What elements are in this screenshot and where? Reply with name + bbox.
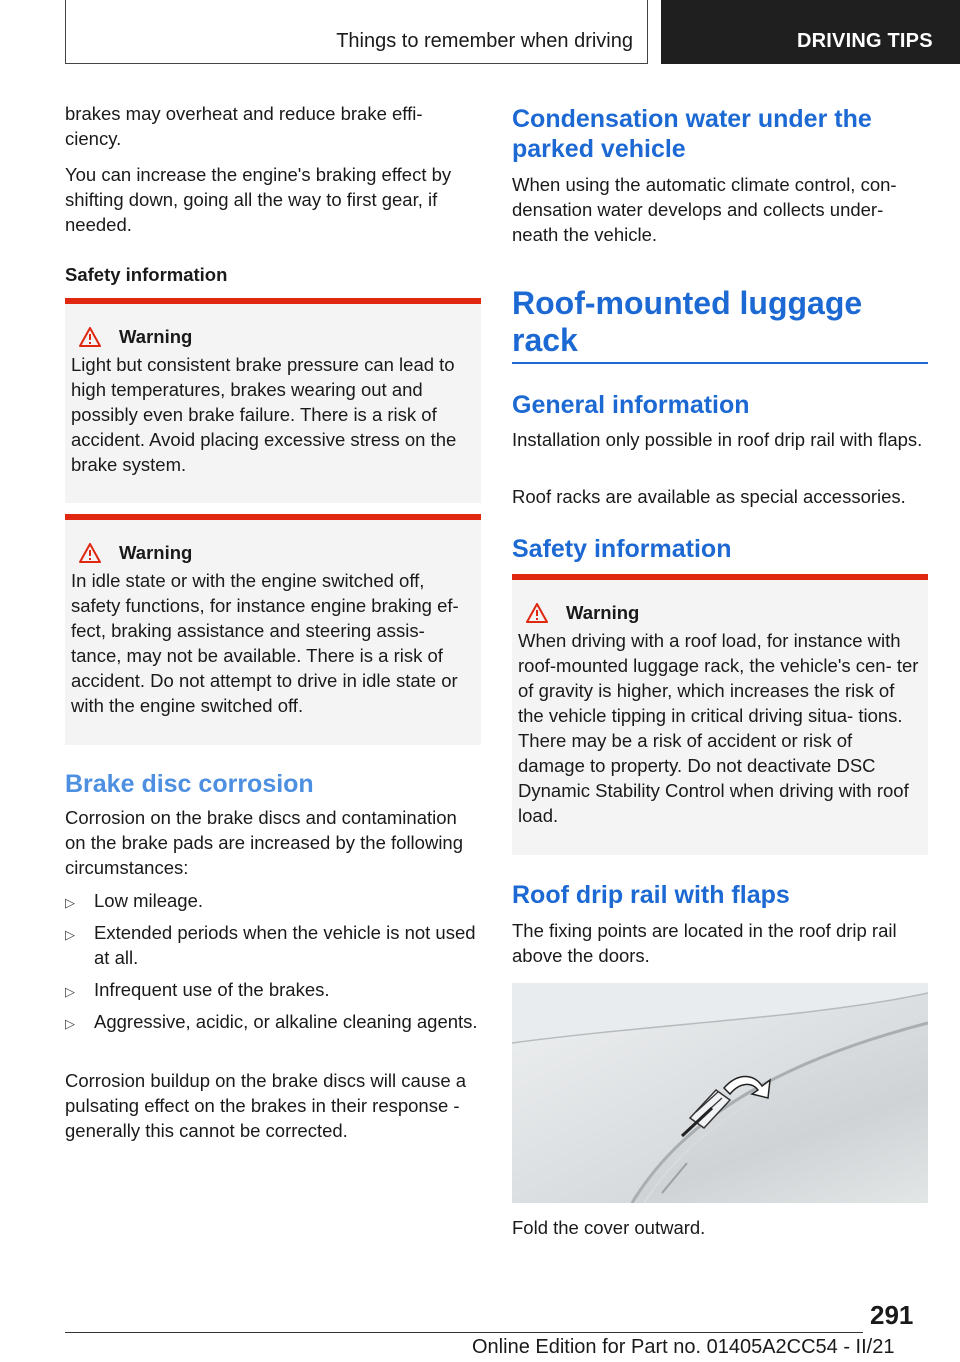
list-item: ▷ Infrequent use of the brakes.: [65, 977, 481, 1002]
list-item: ▷ Aggressive, acidic, or alkaline cleaning agents.: [65, 1009, 481, 1034]
warning-triangle-icon: [526, 603, 548, 623]
warning-title: Warning: [119, 326, 193, 347]
paragraph-condensation: When using the automatic climate control, con‐ densation water develops and collects under‐ neath the vehicle.: [512, 174, 897, 245]
roof-drip-rail-heading: Roof drip rail with flaps: [512, 881, 790, 909]
warning-text: When driving with a roof load, for instance with roof-mounted luggage rack, the vehicle's cen‐ ter of gravity is higher, which increases the risk of the vehicle tipping in critical driving situa‐ tions. There may be a risk of accident or risk of damage to property. Do not deactivate DSC Dynamic Stability Control when driving with roof load.: [518, 630, 919, 826]
photo-caption: Fold the cover outward.: [512, 1217, 706, 1238]
paragraph-engine-braking: You can increase the engine's braking effect by shifting down, going all the way to first gear, if needed.: [65, 164, 452, 235]
page-number: 291: [870, 1300, 914, 1330]
condensation-heading: Condensation water under the parked vehicle: [512, 105, 872, 163]
header-chapter-tab: [661, 0, 960, 64]
list-item: ▷ Extended periods when the vehicle is not used at all.: [65, 922, 476, 968]
paragraph-corrosion-outro: Corrosion buildup on the brake discs will cause a pulsating effect on the brakes in their response - generally this cannot be corrected.: [65, 1070, 467, 1141]
triangle-bullet-icon: ▷: [65, 895, 75, 910]
safety-information-subheading: Safety information: [65, 264, 228, 285]
warning-box-roof-load: [512, 574, 928, 855]
warning-box-brake-pressure: [65, 298, 481, 503]
paragraph-roof-racks: Roof racks are available as special accessories.: [512, 486, 906, 507]
warning-box-idle-state: [65, 514, 481, 745]
warning-title: Warning: [566, 602, 640, 623]
footer-rule: [65, 1332, 863, 1333]
circumstances-list: [65, 888, 481, 1034]
list-item: ▷ Low mileage.: [65, 888, 481, 913]
warning-title: Warning: [119, 542, 193, 563]
triangle-bullet-icon: ▷: [65, 927, 75, 942]
heading-rule: [512, 362, 928, 364]
safety-information-heading: Safety information: [512, 535, 732, 563]
paragraph-fixing-points: The fixing points are located in the roof drip rail above the doors.: [512, 920, 897, 966]
paragraph-corrosion-intro: Corrosion on the brake discs and contamination on the brake pads are increased by the following circumstances:: [65, 807, 464, 878]
warning-triangle-icon: [79, 543, 101, 563]
header-section-box: [65, 0, 648, 64]
triangle-bullet-icon: ▷: [65, 984, 75, 999]
paragraph-installation: Installation only possible in roof drip rail with flaps.: [512, 429, 923, 450]
warning-triangle-icon: [79, 327, 101, 347]
roof-rail-illustration: [512, 983, 928, 1203]
header-chapter-title: DRIVING TIPS: [797, 30, 933, 52]
general-information-heading: General information: [512, 391, 750, 419]
footer-edition: Online Edition for Part no. 01405A2CC54 - II/21: [472, 1336, 895, 1358]
triangle-bullet-icon: ▷: [65, 1016, 75, 1031]
paragraph-brakes-overheat: brakes may overheat and reduce brake effi‐ ciency.: [65, 103, 423, 149]
warning-text: Light but consistent brake pressure can lead to high temperatures, brakes wearing out and possibly even brake failure. There is a risk of accident. Avoid placing excessive stress on the brake system.: [71, 354, 457, 475]
warning-text: In idle state or with the engine switched off, safety functions, for instance engine braking ef‐ fect, braking assistance and steering assis‐ tance, may not be available. There is a risk of accident. Do not attempt to drive in idle state or with the engine switched off.: [71, 570, 459, 716]
roof-drip-rail-photo: [512, 983, 928, 1203]
roof-luggage-rack-heading: Roof-mounted luggage rack: [512, 285, 863, 358]
header-section-title: Things to remember when driving: [336, 30, 633, 52]
brake-disc-corrosion-heading: Brake disc corrosion: [65, 770, 314, 798]
